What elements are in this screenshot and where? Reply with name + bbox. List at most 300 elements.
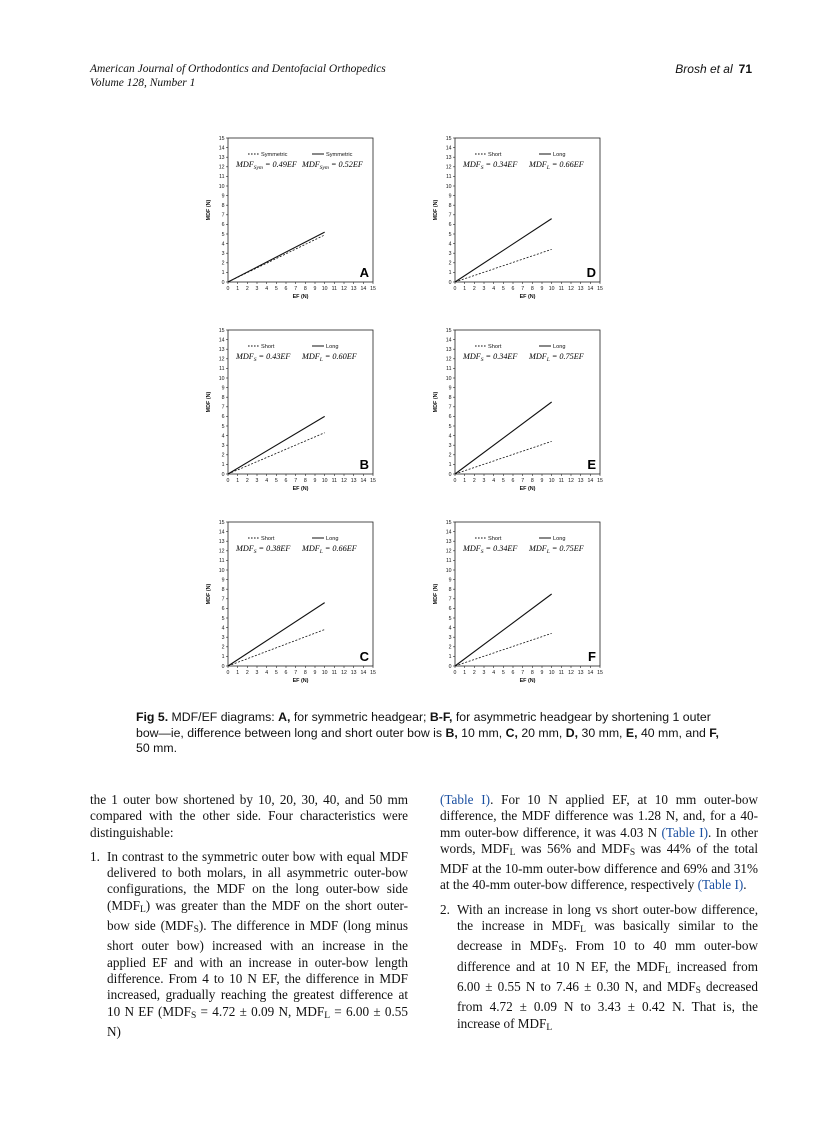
x-tick-label: 11: [558, 286, 565, 292]
x-tick-label: 4: [492, 286, 496, 292]
subscript: L: [139, 904, 146, 915]
body-text: was 56% and MDF: [515, 840, 630, 856]
y-axis-label: MDF (N): [206, 391, 212, 413]
y-tick-label: 6: [448, 606, 452, 613]
y-tick-label: 9: [221, 385, 225, 392]
body-text: ) was greater than the MDF on the short outer-bow side (MDF: [107, 897, 408, 934]
series-line-solid: [455, 594, 552, 666]
equation-dashed: $MDF_S = 0.43EF$: [236, 352, 291, 363]
y-tick-label: 5: [448, 231, 452, 238]
y-tick-label: 4: [448, 625, 452, 632]
y-tick-label: 2: [221, 260, 225, 267]
y-tick-label: 14: [218, 145, 225, 152]
caption-text: for asymmetric headgear by shortening 1 outer bow—ie, difference between long and short outer bow is: [136, 710, 711, 740]
y-tick-label: 3: [221, 635, 225, 641]
legend-label-solid: Long: [553, 536, 566, 542]
y-tick-label: 5: [448, 615, 452, 622]
caption-key: B-F,: [429, 710, 453, 724]
y-tick-label: 1: [448, 654, 452, 661]
y-tick-label: 11: [219, 366, 225, 373]
y-tick-label: 4: [448, 241, 452, 248]
x-tick-label: 7: [294, 478, 298, 484]
y-tick-label: 5: [221, 231, 225, 238]
y-tick-label: 11: [219, 558, 225, 565]
x-tick-label: 14: [360, 286, 367, 292]
chart-panel-d: [425, 130, 603, 305]
y-tick-label: 12: [445, 164, 452, 171]
x-tick-label: 0: [453, 286, 457, 292]
caption-text: 50 mm.: [136, 741, 177, 755]
x-tick-label: 4: [492, 670, 496, 676]
caption-label: Fig 5.: [136, 710, 169, 724]
x-tick-label: 7: [521, 478, 525, 484]
x-tick-label: 12: [341, 670, 347, 676]
y-tick-label: 15: [218, 519, 225, 526]
running-header-left: [90, 62, 386, 90]
y-tick-label: 7: [448, 596, 452, 603]
y-tick-label: 4: [448, 433, 452, 440]
series-line-dashed: [228, 630, 325, 666]
x-tick-label: 3: [482, 286, 486, 292]
y-tick-label: 14: [445, 145, 452, 152]
series-line-solid: [455, 402, 552, 474]
y-tick-label: 8: [448, 395, 452, 401]
x-tick-label: 3: [255, 670, 259, 676]
caption-text: MDF/EF diagrams:: [168, 710, 279, 724]
x-axis-label: EF (N): [292, 294, 309, 300]
x-tick-label: 14: [587, 670, 594, 676]
x-tick-label: 7: [521, 286, 525, 292]
y-tick-label: 7: [221, 596, 225, 603]
subscript: L: [580, 925, 586, 936]
y-tick-label: 10: [218, 567, 225, 574]
body-text: ). The difference in MDF (long minus short outer bow) increased with an increase in the applied EF and with an increase in outer-bow length difference. From 4 to 10 N EF, the difference in MDF increased, gradually reaching the greatest difference at 10 N EF (MDF: [107, 918, 408, 1019]
y-tick-label: 6: [448, 414, 452, 421]
x-tick-label: 15: [597, 478, 603, 484]
legend-label-solid: Long: [553, 152, 566, 158]
subscript: S: [695, 985, 701, 996]
chart-svg: [425, 322, 603, 497]
caption-key: A,: [278, 710, 291, 724]
x-tick-label: 12: [568, 670, 574, 676]
y-tick-label: 12: [218, 164, 225, 171]
series-line-dashed: [455, 249, 552, 282]
panel-letter: C: [359, 649, 369, 664]
x-tick-label: 6: [284, 286, 288, 292]
equation-dashed: $MDF_S = 0.34EF$: [463, 544, 518, 555]
x-tick-label: 3: [255, 478, 259, 484]
y-tick-label: 2: [221, 452, 225, 459]
body-text: . From 10 to 40 mm outer-bow difference and at 10 N EF, the MDF: [457, 938, 758, 974]
y-tick-label: 0: [221, 471, 225, 478]
body-text: In contrast to the symmetric outer bow with equal MDF delivered to both molars, in all asymmetric outer-bow configurations, the MDF on the long outer-bow side (MDF: [107, 848, 408, 913]
series-line-dashed: [455, 441, 552, 474]
x-tick-label: 10: [321, 478, 328, 484]
x-tick-label: 9: [313, 670, 317, 676]
x-tick-label: 6: [511, 286, 515, 292]
x-tick-label: 13: [577, 286, 584, 292]
y-axis-label: MDF (N): [433, 583, 439, 605]
x-tick-label: 15: [370, 670, 376, 676]
y-tick-label: 10: [218, 375, 225, 382]
body-column-left: [90, 792, 408, 1040]
panel-letter: F: [588, 649, 596, 664]
x-tick-label: 3: [482, 478, 486, 484]
caption-text: 30 mm,: [578, 725, 626, 740]
x-tick-label: 13: [350, 670, 357, 676]
journal-name: American Journal of Orthodontics and Dentofacial Orthopedics: [90, 63, 386, 75]
x-tick-label: 8: [530, 478, 534, 484]
x-tick-label: 5: [274, 670, 278, 676]
x-tick-label: 0: [453, 670, 457, 676]
body-text: was 44% of the total MDF at the 10-mm outer-bow difference and 69% and 31% at the 40-mm outer-bow difference, respectively: [440, 840, 758, 893]
x-tick-label: 9: [540, 478, 544, 484]
y-tick-label: 8: [448, 203, 452, 209]
y-tick-label: 7: [448, 404, 452, 411]
equation-solid: $MDF_L = 0.66EF$: [302, 544, 357, 555]
equation-solid: $MDF_L = 0.75EF$: [529, 544, 584, 555]
y-tick-label: 9: [221, 193, 225, 200]
table-reference-link[interactable]: (Table I): [661, 824, 709, 840]
y-tick-label: 4: [221, 433, 225, 440]
x-tick-label: 15: [597, 670, 603, 676]
x-axis-label: EF (N): [519, 294, 536, 300]
y-tick-label: 4: [221, 241, 225, 248]
subscript: L: [546, 1022, 553, 1033]
chart-svg: [425, 514, 603, 689]
body-column-right: [440, 792, 758, 1036]
table-reference-link[interactable]: (Table I): [697, 877, 744, 893]
x-tick-label: 5: [274, 286, 278, 292]
y-tick-label: 14: [445, 529, 452, 536]
list-item-1: [90, 849, 408, 1040]
x-tick-label: 14: [360, 670, 367, 676]
x-tick-label: 1: [236, 670, 240, 676]
caption-text: 10 mm,: [457, 725, 506, 740]
caption-key: E,: [625, 725, 638, 740]
y-tick-label: 13: [445, 155, 452, 161]
y-tick-label: 15: [445, 327, 452, 334]
legend-label-solid: Symmetric: [326, 152, 353, 158]
x-tick-label: 7: [294, 670, 298, 676]
x-tick-label: 0: [453, 478, 457, 484]
y-tick-label: 6: [448, 222, 452, 229]
x-tick-label: 10: [548, 286, 555, 292]
x-axis-label: EF (N): [292, 678, 309, 684]
x-tick-label: 1: [463, 286, 467, 292]
x-tick-label: 14: [360, 478, 367, 484]
x-tick-label: 11: [558, 478, 565, 484]
y-tick-label: 12: [218, 548, 225, 555]
x-tick-label: 2: [472, 670, 476, 676]
y-tick-label: 14: [218, 337, 225, 344]
x-tick-label: 2: [245, 478, 249, 484]
y-tick-label: 3: [448, 635, 452, 641]
y-tick-label: 2: [448, 452, 452, 459]
x-tick-label: 0: [226, 286, 230, 292]
x-axis-label: EF (N): [519, 678, 536, 684]
x-tick-label: 13: [577, 670, 584, 676]
chart-panel-b: [198, 322, 376, 497]
y-axis-label: MDF (N): [206, 583, 212, 605]
paragraph-continued: [440, 792, 758, 894]
y-tick-label: 5: [221, 423, 225, 430]
y-tick-label: 11: [446, 174, 452, 181]
equation-solid: $MDF_L = 0.66EF$: [529, 160, 584, 171]
x-tick-label: 10: [548, 478, 555, 484]
chart-panel-c: [198, 514, 376, 689]
x-tick-label: 9: [313, 478, 317, 484]
x-tick-label: 11: [558, 670, 565, 676]
y-tick-label: 7: [448, 212, 452, 219]
equation-dashed: $MDF_S = 0.34EF$: [463, 160, 518, 171]
x-tick-label: 1: [463, 670, 467, 676]
y-tick-label: 8: [448, 587, 452, 593]
series-line-solid: [228, 232, 325, 282]
x-tick-label: 2: [245, 670, 249, 676]
x-tick-label: 5: [501, 286, 505, 292]
y-tick-label: 1: [221, 462, 225, 469]
body-text: increased from 6.00 ± 0.55 N to 7.46 ± 0.30 N, and MDF: [457, 958, 758, 994]
x-tick-label: 13: [350, 286, 357, 292]
y-tick-label: 15: [218, 327, 225, 334]
y-tick-label: 1: [448, 462, 452, 469]
body-text: was basically similar to the decrease in MDF: [457, 918, 759, 954]
x-tick-label: 8: [303, 478, 307, 484]
x-tick-label: 13: [577, 478, 584, 484]
y-tick-label: 12: [445, 548, 452, 555]
x-tick-label: 7: [294, 286, 298, 292]
caption-key: F,: [709, 725, 719, 740]
x-tick-label: 6: [284, 478, 288, 484]
x-tick-label: 14: [587, 478, 594, 484]
legend-label-dashed: Short: [261, 536, 275, 542]
y-tick-label: 9: [221, 577, 225, 584]
y-axis-label: MDF (N): [433, 391, 439, 413]
legend-label-solid: Long: [326, 536, 339, 542]
y-tick-label: 5: [221, 615, 225, 622]
x-tick-label: 6: [511, 670, 515, 676]
subscript: S: [629, 847, 636, 858]
x-tick-label: 14: [587, 286, 594, 292]
x-tick-label: 15: [597, 286, 603, 292]
y-tick-label: 14: [218, 529, 225, 536]
x-tick-label: 13: [350, 478, 357, 484]
subscript: S: [190, 1010, 197, 1021]
figure-caption: [136, 710, 726, 757]
y-axis-label: MDF (N): [206, 199, 212, 221]
body-text: decreased from 4.72 ± 0.09 N to 3.43 ± 0.42 N. That is, the increase of MDF: [457, 978, 758, 1031]
legend-label-dashed: Short: [488, 344, 502, 350]
equation-solid: $MDF_L = 0.60EF$: [302, 352, 357, 363]
caption-text: 20 mm,: [517, 725, 566, 740]
x-tick-label: 0: [226, 670, 230, 676]
body-text: = 4.72 ± 0.09 N, MDF: [196, 1003, 325, 1019]
y-tick-label: 9: [448, 385, 452, 392]
list-number: 2.: [440, 901, 450, 917]
x-tick-label: 12: [341, 478, 347, 484]
y-tick-label: 14: [445, 337, 452, 344]
x-tick-label: 9: [313, 286, 317, 292]
y-tick-label: 5: [448, 423, 452, 430]
x-tick-label: 1: [463, 478, 467, 484]
y-tick-label: 2: [221, 644, 225, 651]
x-tick-label: 8: [303, 286, 307, 292]
panel-letter: E: [587, 457, 596, 472]
x-tick-label: 4: [265, 478, 269, 484]
body-text: . In other words, MDF: [440, 824, 758, 856]
y-tick-label: 11: [446, 366, 452, 373]
subscript: L: [324, 1010, 330, 1021]
y-tick-label: 15: [445, 135, 452, 142]
y-tick-label: 13: [218, 347, 225, 353]
y-tick-label: 0: [221, 279, 225, 286]
x-tick-label: 5: [501, 478, 505, 484]
caption-text: for symmetric headgear;: [290, 710, 430, 724]
chart-panel-f: [425, 514, 603, 689]
subscript: L: [664, 965, 671, 976]
y-tick-label: 11: [446, 558, 452, 565]
subscript: S: [193, 925, 199, 936]
series-line-solid: [228, 416, 325, 474]
x-axis-label: EF (N): [292, 486, 309, 492]
x-tick-label: 10: [548, 670, 555, 676]
y-tick-label: 9: [448, 193, 452, 200]
legend-label-solid: Long: [553, 344, 566, 350]
y-tick-label: 4: [221, 625, 225, 632]
y-axis-label: MDF (N): [433, 199, 439, 221]
y-tick-label: 1: [448, 270, 452, 277]
subscript: L: [509, 847, 516, 858]
x-tick-label: 8: [530, 670, 534, 676]
caption-key: B,: [445, 725, 458, 740]
y-tick-label: 0: [448, 471, 452, 478]
x-tick-label: 12: [568, 478, 574, 484]
x-tick-label: 11: [331, 478, 338, 484]
y-tick-label: 10: [445, 183, 452, 190]
y-tick-label: 6: [221, 606, 225, 613]
legend-label-solid: Long: [326, 344, 339, 350]
journal-volume: Volume 128, Number 1: [90, 77, 196, 89]
x-tick-label: 0: [226, 478, 230, 484]
x-tick-label: 2: [472, 478, 476, 484]
x-tick-label: 11: [331, 286, 338, 292]
chart-svg: [425, 130, 603, 305]
y-tick-label: 2: [448, 260, 452, 267]
x-tick-label: 6: [511, 478, 515, 484]
running-header-right: [675, 62, 752, 77]
caption-key: C,: [505, 725, 518, 740]
x-tick-label: 4: [265, 286, 269, 292]
y-tick-label: 13: [218, 155, 225, 161]
x-tick-label: 4: [492, 478, 496, 484]
y-tick-label: 13: [445, 347, 452, 353]
y-tick-label: 9: [448, 577, 452, 584]
y-tick-label: 15: [445, 519, 452, 526]
equation-solid: $MDF_L = 0.75EF$: [529, 352, 584, 363]
legend-label-dashed: Short: [488, 536, 502, 542]
x-tick-label: 12: [568, 286, 574, 292]
x-tick-label: 15: [370, 286, 376, 292]
legend-label-dashed: Short: [261, 344, 275, 350]
y-tick-label: 8: [221, 395, 225, 401]
x-tick-label: 3: [255, 286, 259, 292]
panel-letter: D: [586, 265, 596, 280]
series-line-dashed: [455, 633, 552, 666]
y-tick-label: 13: [445, 539, 452, 545]
x-tick-label: 10: [321, 286, 328, 292]
y-tick-label: 10: [445, 567, 452, 574]
y-tick-label: 8: [221, 203, 225, 209]
x-tick-label: 10: [321, 670, 328, 676]
y-tick-label: 2: [448, 644, 452, 651]
y-tick-label: 13: [218, 539, 225, 545]
y-tick-label: 10: [218, 183, 225, 190]
chart-svg: [198, 130, 376, 305]
y-tick-label: 0: [221, 663, 225, 670]
x-tick-label: 7: [521, 670, 525, 676]
y-tick-label: 3: [448, 443, 452, 449]
y-tick-label: 3: [221, 251, 225, 257]
y-tick-label: 7: [221, 404, 225, 411]
series-line-solid: [228, 603, 325, 666]
panel-letter: B: [359, 457, 369, 472]
y-tick-label: 6: [221, 414, 225, 421]
chart-panel-e: [425, 322, 603, 497]
caption-key: D,: [565, 725, 579, 740]
body-text: = 6.00 ± 0.55 N): [107, 1003, 408, 1039]
x-tick-label: 15: [370, 478, 376, 484]
y-tick-label: 0: [448, 663, 452, 670]
y-tick-label: 1: [221, 654, 225, 661]
y-tick-label: 3: [448, 251, 452, 257]
y-tick-label: 6: [221, 222, 225, 229]
equation-solid: $MDF_{Sym} = 0.52EF$: [302, 160, 363, 171]
author-short: Brosh et al: [675, 62, 733, 76]
x-tick-label: 5: [501, 670, 505, 676]
y-tick-label: 0: [448, 279, 452, 286]
x-tick-label: 5: [274, 478, 278, 484]
x-tick-label: 1: [236, 286, 240, 292]
caption-text: 40 mm, and: [637, 725, 710, 740]
list-item-2: [440, 902, 758, 1036]
y-tick-label: 3: [221, 443, 225, 449]
series-line-dashed: [228, 433, 325, 474]
chart-svg: [198, 514, 376, 689]
body-text: With an increase in long vs short outer-bow difference, the increase in MDF: [457, 901, 758, 934]
y-tick-label: 8: [221, 587, 225, 593]
body-text: . For 10 N applied EF, at 10 mm outer-bow difference, the MDF difference was 1.28 N, and, for a 40-mm outer-bow difference, it was 4.03 N: [440, 792, 758, 840]
x-tick-label: 8: [530, 286, 534, 292]
y-tick-label: 7: [221, 212, 225, 219]
page-number: 71: [738, 62, 752, 76]
x-tick-label: 12: [341, 286, 347, 292]
paragraph-intro: the 1 outer bow shortened by 10, 20, 30, 40, and 50 mm compared with the other side. Four characteristics were distinguishable:: [90, 792, 408, 840]
x-tick-label: 4: [265, 670, 269, 676]
x-tick-label: 2: [245, 286, 249, 292]
y-tick-label: 10: [445, 375, 452, 382]
y-tick-label: 11: [219, 174, 225, 181]
legend-label-dashed: Symmetric: [261, 152, 288, 158]
chart-panel-a: [198, 130, 376, 305]
x-tick-label: 8: [303, 670, 307, 676]
series-line-solid: [455, 219, 552, 282]
y-tick-label: 12: [445, 356, 452, 363]
y-tick-label: 12: [218, 356, 225, 363]
table-reference-link[interactable]: (Table I): [440, 792, 491, 807]
equation-dashed: $MDF_{Sym} = 0.49EF$: [236, 160, 297, 171]
body-text: .: [743, 877, 747, 893]
